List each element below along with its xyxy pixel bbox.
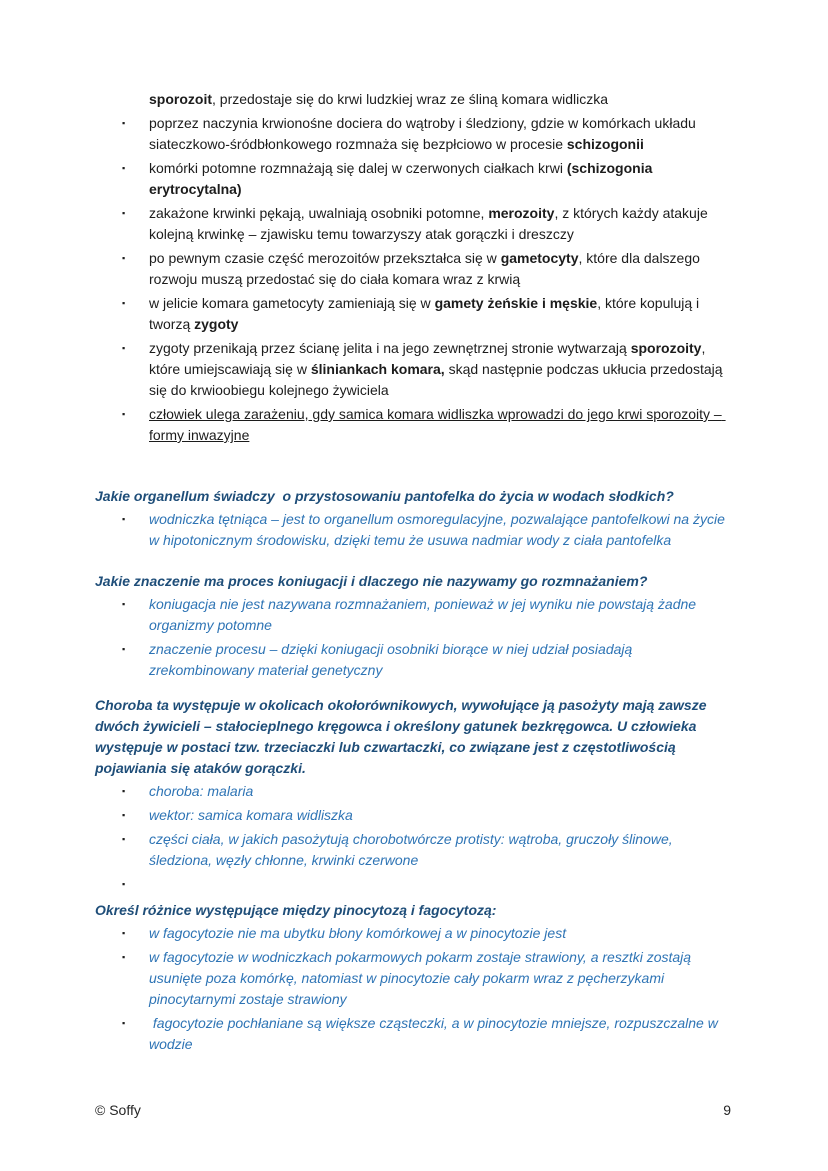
bullet-icon: ▪ <box>122 879 126 889</box>
bullet-item <box>95 89 731 110</box>
bullet-icon: ▪ <box>122 343 126 353</box>
text-run: sporozoity <box>630 340 702 356</box>
bullet-icon: ▪ <box>122 810 126 820</box>
answer-item <box>95 1013 731 1055</box>
text-run: , które dla dalszego rozwoju muszą przedostać się do ciała komara wraz z krwią <box>149 250 704 287</box>
answer-item <box>95 923 731 944</box>
bullet-icon: ▪ <box>122 118 126 128</box>
bullet-item <box>95 158 731 200</box>
answer-item <box>95 781 731 802</box>
bullet-icon: ▪ <box>122 952 126 962</box>
text-run: zakażone krwinki pękają, uwalniają osobniki potomne, <box>149 205 489 221</box>
answer-item <box>95 805 731 826</box>
item-text <box>149 158 731 200</box>
text-run: koniugacja nie jest nazywana rozmnażaniem, ponieważ w jej wyniku nie powstają żadne organizmy potomne <box>149 596 700 633</box>
question-pinocytoza-fagocytoza <box>95 900 731 1055</box>
question-heading: Określ różnice występujące między pinocytozą i fagocytozą: <box>95 902 497 918</box>
item-text <box>149 113 731 155</box>
answer-item <box>95 874 731 895</box>
item-text <box>149 1013 731 1055</box>
text-run: merozoity <box>488 205 555 221</box>
answer-item <box>95 639 731 681</box>
question-heading: Jakie organellum świadczy o przystosowaniu pantofelka do życia w wodach słodkich? <box>95 488 674 504</box>
text-run: wodniczka tętniąca – jest to organellum osmoregulacyjne, pozwalające pantofelkowi na życie w hipotonicznym środowisku, dzięki temu że usuwa nadmiar wody z ciała pantofelka <box>149 511 729 548</box>
text-run: skąd następnie podczas ukłucia przedostają się do krwioobiegu kolejnego żywiciela <box>149 361 727 398</box>
text-run: , które kopulują i tworzą <box>149 295 704 332</box>
text-run: znaczenie procesu – dzięki koniugacji osobniki biorące w niej udział posiadają zrekombinowany materiał genetyczny <box>149 641 637 678</box>
answer-item <box>95 594 731 636</box>
answer-item <box>95 947 731 1010</box>
item-text <box>149 594 731 636</box>
bullet-icon: ▪ <box>122 786 126 796</box>
bullet-icon: ▪ <box>122 208 126 218</box>
bullet-icon: ▪ <box>122 298 126 308</box>
text-run: schizogonii <box>566 136 644 152</box>
bullet-item <box>95 338 731 401</box>
item-text <box>149 248 731 290</box>
text-run: w fagocytozie w wodniczkach pokarmowych pokarm zostaje strawiony, a resztki zostają usunięte poza komórkę, natomiast w pinocytozie cały pokarm wraz z pęcherzykami pinocytarnymi zostaje strawiony <box>149 949 695 1007</box>
text-run: wektor: samica komara widliszka <box>149 807 353 823</box>
text-run: części ciała, w jakich pasożytują chorobotwórcze protisty: wątroba, gruczoły ślinowe, śledziona, węzły chłonne, krwinki czerwone <box>149 831 677 868</box>
text-run: sporozoit <box>149 91 212 107</box>
item-text <box>149 89 731 110</box>
page-footer <box>95 1100 731 1121</box>
answer-item <box>95 509 731 551</box>
answer-item <box>95 829 731 871</box>
bullet-item <box>95 293 731 335</box>
text-run: gametocyty <box>500 250 579 266</box>
text-run: w fagocytozie nie ma ubytku błony komórkowej a w pinocytozie jest <box>149 925 567 941</box>
text-run: poprzez naczynia krwionośne dociera do wątroby i śledziony, gdzie w komórkach układu siateczkowo-śródbłonkowego rozmnaża się bezpłciowo w procesie <box>149 115 700 152</box>
page-number: 9 <box>723 1102 731 1118</box>
malaria-lifecycle-list <box>95 89 731 446</box>
item-text <box>149 947 731 1010</box>
bullet-icon: ▪ <box>122 1018 126 1028</box>
bullet-item <box>95 203 731 245</box>
text-run: zygoty przenikają przez ścianę jelita i na jego zewnętrznej stronie wytwarzają <box>149 340 631 356</box>
bullet-icon: ▪ <box>122 599 126 609</box>
item-text <box>149 805 731 826</box>
bullet-icon: ▪ <box>122 409 126 419</box>
item-text <box>149 293 731 335</box>
item-text <box>149 509 731 551</box>
item-text <box>149 781 731 802</box>
item-text <box>149 203 731 245</box>
item-text <box>149 639 731 681</box>
question-heading: Jakie znaczenie ma proces koniugacji i dlaczego nie nazywamy go rozmnażaniem? <box>95 573 648 589</box>
question-malaria-disease <box>95 695 731 895</box>
bullet-icon: ▪ <box>122 253 126 263</box>
bullet-icon: ▪ <box>122 834 126 844</box>
text-run: w jelicie komara gametocyty zamieniają się w <box>149 295 435 311</box>
text-run: , które umiejscawiają się w <box>149 340 710 377</box>
item-text <box>149 829 731 871</box>
item-text <box>149 923 731 944</box>
text-run: (schizogonia erytrocytalna) <box>149 160 657 197</box>
footer-copyright: © Soffy <box>95 1102 141 1118</box>
bullet-icon: ▪ <box>122 514 126 524</box>
bullet-item <box>95 404 731 446</box>
bullet-icon <box>95 89 149 110</box>
document-body <box>95 89 731 1058</box>
bullet-icon: ▪ <box>122 644 126 654</box>
bullet-icon: ▪ <box>122 928 126 938</box>
text-run: , przedostaje się do krwi ludzkiej wraz ze śliną komara widliczka <box>212 91 609 107</box>
text-run: komórki potomne rozmnażają się dalej w czerwonych ciałkach krwi <box>149 160 567 176</box>
question-koniugacja <box>95 571 731 681</box>
text-run: śliniankach komara, <box>310 361 445 377</box>
text-run: choroba: malaria <box>149 783 254 799</box>
text-run: , z których każdy atakuje kolejną krwinkę – zjawisku temu towarzyszy atak gorączki i dreszczy <box>149 205 712 242</box>
bullet-item <box>95 113 731 155</box>
text-run: po pewnym czasie część merozoitów przekształca się w <box>149 250 501 266</box>
question-pantofelek-organellum <box>95 486 731 551</box>
item-text <box>149 874 731 895</box>
bullet-item <box>95 248 731 290</box>
text-run: zygoty <box>194 316 239 332</box>
item-text <box>149 404 731 446</box>
text-run: gamety żeńskie i męskie <box>434 295 598 311</box>
question-paragraph: Choroba ta występuje w okolicach okołorównikowych, wywołujące ją pasożyty mają zawsze dwóch żywicieli – stałocieplnego kręgowca i określony gatunek bezkręgowca. U człowieka występuje w postaci tzw. trzeciaczki lub czwartaczki, co związane jest z częstotliwością pojawiania się ataków gorączki. <box>95 697 711 776</box>
item-text <box>149 338 731 401</box>
text-run: fagocytozie pochłaniane są większe cząsteczki, a w pinocytozie mniejsze, rozpuszczalne w wodzie <box>149 1015 722 1052</box>
bullet-icon: ▪ <box>122 163 126 173</box>
text-run: człowiek ulega zarażeniu, gdy samica komara widliszka wprowadzi do jego krwi sporozoity – formy inwazyjne <box>149 406 726 443</box>
